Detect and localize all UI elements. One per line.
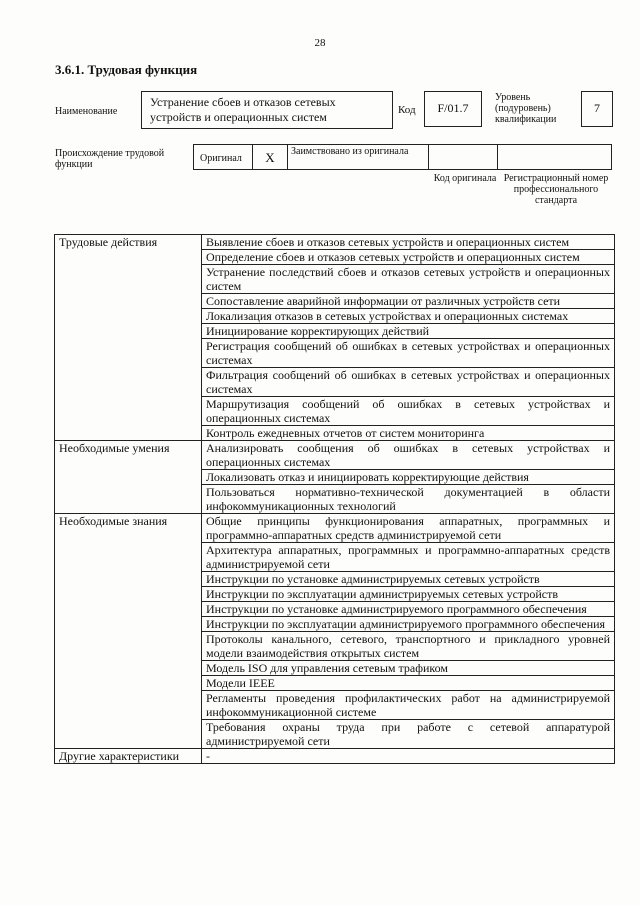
function-table <box>54 234 615 764</box>
origin-label: Происхождение трудовой функции <box>55 148 165 170</box>
section-item: Пользоваться нормативно-технической документацией в области инфокоммуникационных технологий <box>202 485 615 514</box>
section-item: Регистрация сообщений об ошибках в сетевых устройствах и операционных системах <box>202 339 615 368</box>
section-title: 3.6.1. Трудовая функция <box>55 62 198 77</box>
code-caption: Код оригинала <box>433 173 497 184</box>
section-item: Инициирование корректирующих действий <box>202 324 615 339</box>
table-row <box>55 514 615 543</box>
section-item: Инструкции по эксплуатации администрируемого программного обеспечения <box>202 617 615 632</box>
origin-row <box>193 144 612 170</box>
section-item: Инструкции по установке администрируемого программного обеспечения <box>202 602 615 617</box>
name-label: Наименование <box>55 106 118 117</box>
section-item: Протоколы канального, сетевого, транспортного и прикладного уровней модели взаимодействия открытых систем <box>202 632 615 661</box>
code-label: Код <box>398 104 416 116</box>
section-label: Другие характеристики <box>55 749 202 764</box>
section-item: Модели IEEE <box>202 676 615 691</box>
section-item: Анализировать сообщения об ошибках в сетевых устройствах и операционных системах <box>202 441 615 470</box>
section-item: Модель ISO для управления сетевым трафиком <box>202 661 615 676</box>
table-row <box>55 441 615 470</box>
section-item: Фильтрация сообщений об ошибках в сетевых устройствах и операционных системах <box>202 368 615 397</box>
section-item: Определение сбоев и отказов сетевых устройств и операционных систем <box>202 250 615 265</box>
section-item: Маршрутизация сообщений об ошибках в сетевых устройствах и операционных системах <box>202 397 615 426</box>
section-item: Локализация отказов в сетевых устройствах и операционных системах <box>202 309 615 324</box>
table-row <box>55 749 615 764</box>
section-item: Архитектура аппаратных, программных и программно-аппаратных средств администрируемой сети <box>202 543 615 572</box>
page-number: 28 <box>314 37 326 49</box>
original-label: Оригинал <box>193 144 253 170</box>
qualification-level: 7 <box>581 91 613 127</box>
section-item: Контроль ежедневных отчетов от систем мониторинга <box>202 426 615 441</box>
section-item: Сопоставление аварийной информации от различных устройств сети <box>202 294 615 309</box>
section-item: Устранение последствий сбоев и отказов сетевых устройств и операционных систем <box>202 265 615 294</box>
level-label: Уровень (подуровень) квалификации <box>495 92 557 125</box>
section-label: Необходимые знания <box>55 514 202 749</box>
section-item: Инструкции по эксплуатации администрируемых сетевых устройств <box>202 587 615 602</box>
section-label: Необходимые умения <box>55 441 202 514</box>
section-item: - <box>202 749 615 764</box>
borrowed-label: Заимствовано из оригинала <box>287 144 429 170</box>
section-item: Регламенты проведения профилактических работ на администрируемой инфокоммуникационной системе <box>202 691 615 720</box>
table-row <box>55 235 615 250</box>
section-item: Общие принципы функционирования аппаратных, программных и программно-аппаратных средств администрируемой сети <box>202 514 615 543</box>
section-item: Выявление сбоев и отказов сетевых устройств и операционных систем <box>202 235 615 250</box>
section-item: Локализовать отказ и инициировать корректирующие действия <box>202 470 615 485</box>
function-name: Устранение сбоев и отказов сетевых устройств и операционных систем <box>141 91 393 129</box>
section-item: Требования охраны труда при работе с сетевой аппаратурой администрируемой сети <box>202 720 615 749</box>
original-code-cell <box>428 144 498 170</box>
original-mark: X <box>252 144 288 170</box>
registration-number-cell <box>497 144 612 170</box>
section-item: Инструкции по установке администрируемых сетевых устройств <box>202 572 615 587</box>
registration-caption: Регистрационный номер профессионального стандарта <box>503 173 609 206</box>
function-code: F/01.7 <box>424 91 482 127</box>
section-label: Трудовые действия <box>55 235 202 441</box>
